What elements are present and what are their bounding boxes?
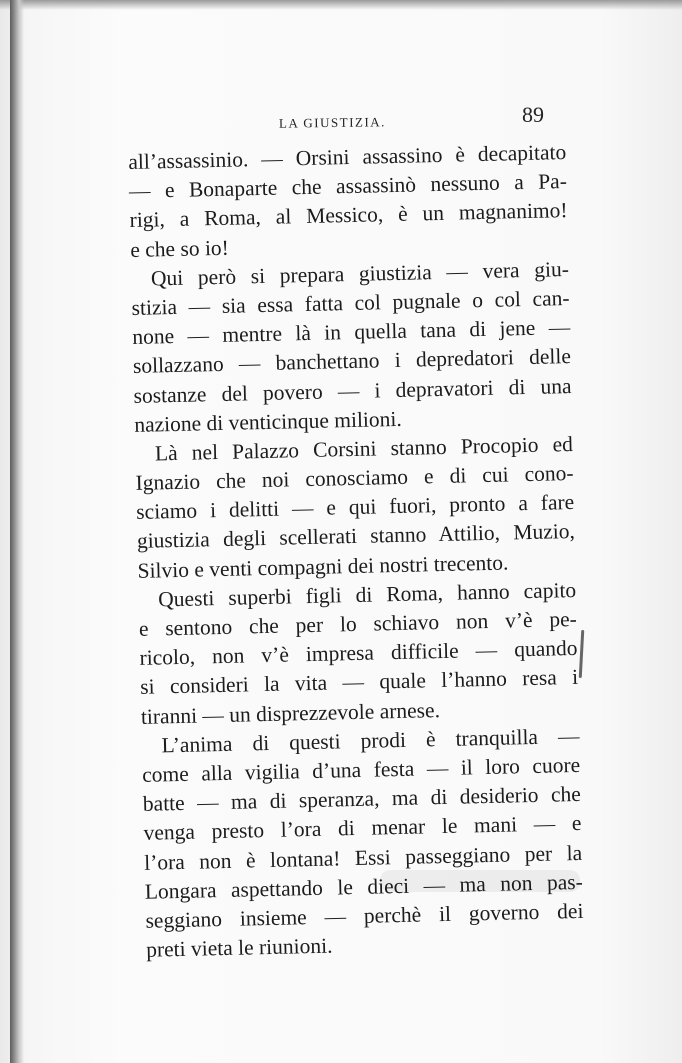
text-line: giustizia degli scellerati stanno Attilio, Muzio, bbox=[136, 519, 576, 554]
text-line: sciamo i delitti — e qui fuori, pronto a fare bbox=[135, 490, 575, 525]
paragraph-start-line: Questi superbi figli di Roma, hanno capito bbox=[157, 577, 577, 612]
text-line: sostanze del povero — i depravatori di una bbox=[133, 373, 572, 408]
text-line: Ignazio che noi conosciamo e di cui cono- bbox=[135, 461, 574, 495]
text-line: Longara aspettando le dieci — ma non pas- bbox=[144, 869, 584, 904]
text-line: venga presto l’ora di menar le mani — e bbox=[143, 811, 582, 846]
text-line: l’ora non è lontana! Essi passeggiano per la bbox=[143, 840, 583, 875]
text-line: come alla vigilia d’una festa — il loro cuore bbox=[141, 752, 581, 787]
paragraph-start-line: L’anima di questi prodi è tranquilla — bbox=[161, 723, 580, 758]
text-line: e sentono che per lo schiavo non v’è pe- bbox=[138, 606, 578, 641]
paragraph-start-line: Là nel Palazzo Corsini stanno Procopio ed bbox=[154, 431, 574, 466]
text-line: preti vieta le riunioni. bbox=[145, 933, 333, 962]
text-line: rigi, a Roma, al Messico, è un magnanimo! bbox=[129, 198, 568, 233]
text-line: e che so io! bbox=[130, 235, 230, 262]
text-line: si consideri la vita — quale l’hanno resa i bbox=[139, 665, 579, 700]
top-shadow bbox=[0, 0, 682, 10]
text-line: — e Bonaparte che assassinò nessuno a Pa- bbox=[128, 169, 568, 204]
body-text bbox=[128, 138, 584, 965]
text-line: tiranni — un disprezzevole arnese. bbox=[140, 697, 441, 729]
margin-pencil-mark bbox=[579, 630, 585, 678]
text-line: nazione di venticinque milioni. bbox=[134, 406, 402, 437]
running-head: LA GIUSTIZIA. bbox=[278, 114, 386, 131]
text-line: all’assassinio. — Orsini assassino è decapitato bbox=[128, 140, 567, 174]
paragraph-start-line: Qui però si prepara giustizia — vera giu- bbox=[150, 256, 570, 291]
text-line: stizia — sia essa fatta col pugnale o col can- bbox=[131, 285, 570, 320]
text-line: ricolo, non v’è impresa difficile — quando bbox=[139, 636, 578, 671]
text-line: batte — ma di speranza, ma di desiderio che bbox=[142, 782, 582, 816]
text-line: seggiano insieme — perchè il governo dei bbox=[145, 898, 584, 933]
text-line: Silvio e venti compagni dei nostri trecento. bbox=[137, 550, 509, 583]
text-line: none — mentre là in quella tana di jene — bbox=[132, 315, 571, 350]
page-number: 89 bbox=[522, 102, 544, 127]
book-spine-shadow bbox=[10, 0, 24, 1063]
text-line: sollazzano — banchettano i depredatori delle bbox=[132, 344, 572, 379]
